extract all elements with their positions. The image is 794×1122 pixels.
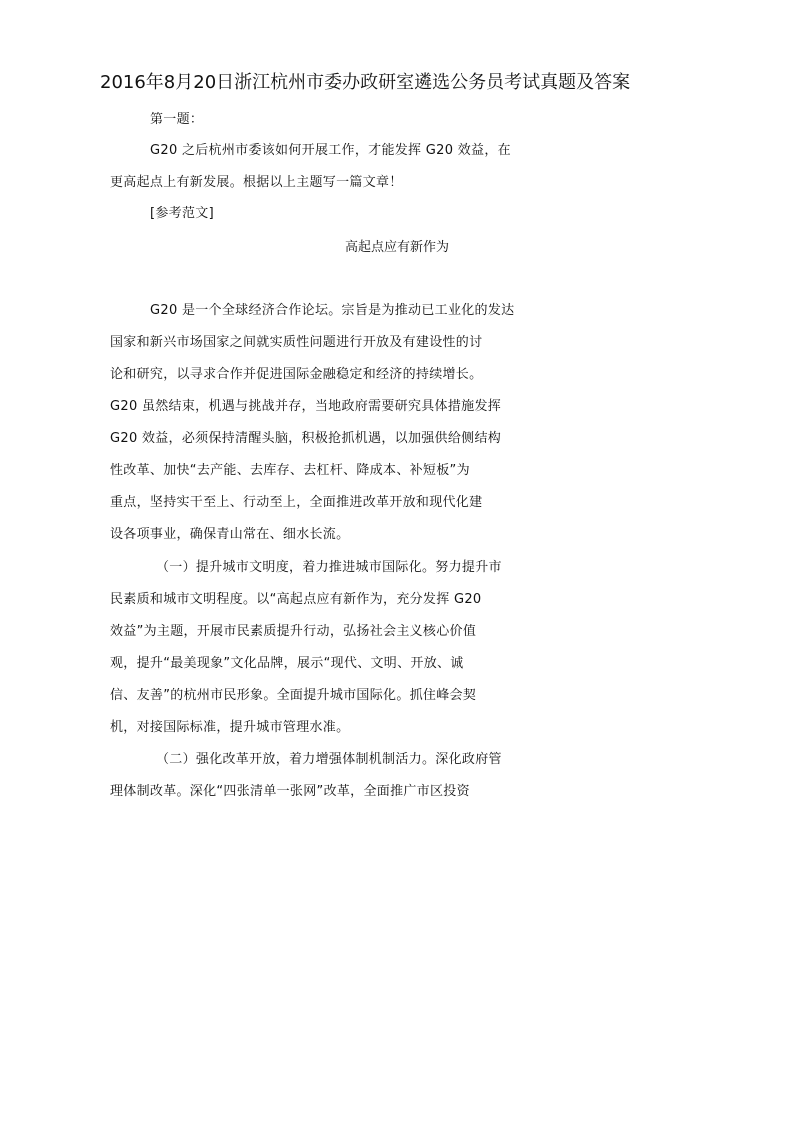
paragraph-line: 设各项事业，确保青山常在、细水长流。 — [110, 527, 350, 542]
paragraph-line: 观，提升“最美现象”文化品牌，展示“现代、文明、开放、诚 — [110, 656, 464, 671]
paragraph-line: G20 是一个全球经济合作论坛。宗旨是为推动已工业化的发达 — [150, 303, 515, 318]
paragraph-line: G20 效益，必须保持清醒头脑，积极抢抓机遇，以加强供给侧结构 — [110, 431, 502, 446]
paragraph-line: 理体制改革。深化“四张清单一张网”改革，全面推广市区投资 — [110, 784, 470, 799]
prompt-line: 更高起点上有新发展。根据以上主题写一篇文章！ — [110, 175, 403, 190]
question-label: 第一题： — [150, 112, 204, 127]
paragraph-line: 机，对接国际标准，提升城市管理水准。 — [110, 720, 350, 735]
paragraph-line: G20 虽然结束，机遇与挑战并存，当地政府需要研究具体措施发挥 — [110, 399, 502, 414]
paragraph-line: 效益”为主题，开展市民素质提升行动，弘扬社会主义核心价值 — [110, 624, 477, 639]
paragraph-line: 信、友善”的杭州市民形象。全面提升城市国际化。抓住峰会契 — [110, 688, 477, 703]
document-title: 2016年8月20日浙江杭州市委办政研室遴选公务员考试真题及答案 — [100, 72, 631, 93]
prompt-line: G20 之后杭州市委该如何开展工作，才能发挥 G20 效益，在 — [150, 143, 511, 158]
paragraph-line: 论和研究，以寻求合作并促进国际金融稳定和经济的持续增长。 — [110, 367, 483, 382]
paragraph-line: （一）提升城市文明度，着力推进城市国际化。努力提升市 — [156, 560, 502, 575]
reference-label: [参考范文] — [150, 206, 214, 221]
essay-title: 高起点应有新作为 — [344, 240, 449, 255]
paragraph-line: 国家和新兴市场国家之间就实质性问题进行开放及有建设性的讨 — [110, 335, 483, 350]
paragraph-line: （二）强化改革开放，着力增强体制机制活力。深化政府管 — [156, 752, 502, 767]
paragraph-line: 性改革、加快“去产能、去库存、去杠杆、降成本、补短板”为 — [110, 463, 470, 478]
paragraph-line: 重点，坚持实干至上、行动至上，全面推进改革开放和现代化建 — [110, 495, 483, 510]
paragraph-line: 民素质和城市文明程度。以“高起点应有新作为，充分发挥 G20 — [110, 592, 482, 607]
